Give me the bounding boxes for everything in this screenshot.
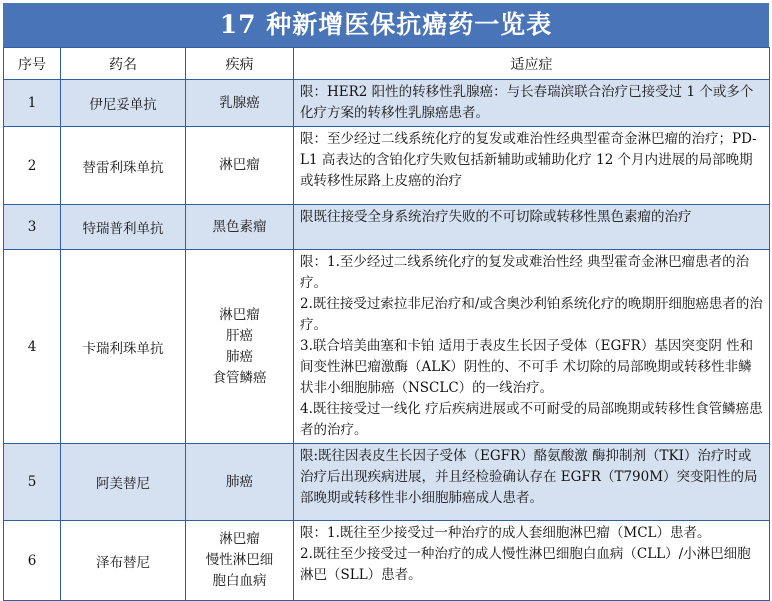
drug-name: 阿美替尼 — [61, 444, 186, 521]
drug-table — [3, 47, 770, 601]
indication: 限：1.至少经过二线系统化疗的复发或难治性经 典型霍奇金淋巴瘤患者的治疗。 2.既往接受过索拉非尼治疗和/或含奥沙利铂系统化疗的晚期肝细胞癌患者的治疗。 3.联合培美曲塞和卡铂 适用于表皮生长因子受体（EGFR）基因突变阴 性和间变性淋巴瘤激酶（ALK）阴性的、不可手 术切除的局部晚期或转移性非鳞状非小细胞肺癌（NSCLC）的一线治疗。 4.既往接受过一线化 疗后疾病进展或不可耐受的局部晚期或转移性食管鳞癌患者的治疗。 — [294, 250, 770, 444]
disease: 淋巴瘤 — [186, 127, 294, 205]
table-row — [4, 127, 770, 205]
header-disease: 疾病 — [186, 48, 294, 80]
table-row — [4, 205, 770, 250]
row-index: 2 — [4, 127, 61, 205]
table-row — [4, 80, 770, 127]
indication: 限：至少经过二线系统化疗的复发或难治性经典型霍奇金淋巴瘤的治疗；PD-L1 高表达的含铂化疗失败包括新辅助或辅助化疗 12 个月内进展的局部晚期或转移性尿路上皮癌的治疗 — [294, 127, 770, 205]
header-index: 序号 — [4, 48, 61, 80]
indication: 限:既往因表皮生长因子受体（EGFR）酪氨酸激 酶抑制剂（TKI）治疗时或治疗后出现疾病进展，并且经检验确认存在 EGFR（T790M）突变阳性的局部晚期或转移性非小细胞肺癌成人患者。 — [294, 444, 770, 521]
indication: 限既往接受全身系统治疗失败的不可切除或转移性黑色素瘤的治疗 — [294, 205, 770, 250]
row-index: 3 — [4, 205, 61, 250]
drug-name: 伊尼妥单抗 — [61, 80, 186, 127]
disease: 肺癌 — [186, 444, 294, 521]
row-index: 4 — [4, 250, 61, 444]
drug-name: 特瑞普利单抗 — [61, 205, 186, 250]
drug-name: 替雷利珠单抗 — [61, 127, 186, 205]
page-title: 17 种新增医保抗癌药一览表 — [3, 3, 769, 47]
drug-name: 卡瑞利珠单抗 — [61, 250, 186, 444]
drug-table-sheet — [3, 3, 769, 597]
table-row — [4, 250, 770, 444]
header-indication: 适应症 — [294, 48, 770, 80]
header-drug-name: 药名 — [61, 48, 186, 80]
indication: 限：HER2 阳性的转移性乳腺癌：与长春瑞滨联合治疗已接受过 1 个或多个化疗方案的转移性乳腺癌患者。 — [294, 80, 770, 127]
disease: 乳腺癌 — [186, 80, 294, 127]
row-index: 1 — [4, 80, 61, 127]
row-index: 6 — [4, 521, 61, 601]
disease: 淋巴瘤 肝癌 肺癌 食管鳞癌 — [186, 250, 294, 444]
table-header-row — [4, 48, 770, 80]
indication: 限：1.既往至少接受过一种治疗的成人套细胞淋巴瘤（MCL）患者。 2.既往至少接受过一种治疗的成人慢性淋巴细胞白血病（CLL）/小淋巴细胞淋巴（SLL）患者。 — [294, 521, 770, 601]
table-row — [4, 521, 770, 601]
row-index: 5 — [4, 444, 61, 521]
disease: 淋巴瘤 慢性淋巴细 胞白血病 — [186, 521, 294, 601]
drug-name: 泽布替尼 — [61, 521, 186, 601]
table-row — [4, 444, 770, 521]
disease: 黑色素瘤 — [186, 205, 294, 250]
